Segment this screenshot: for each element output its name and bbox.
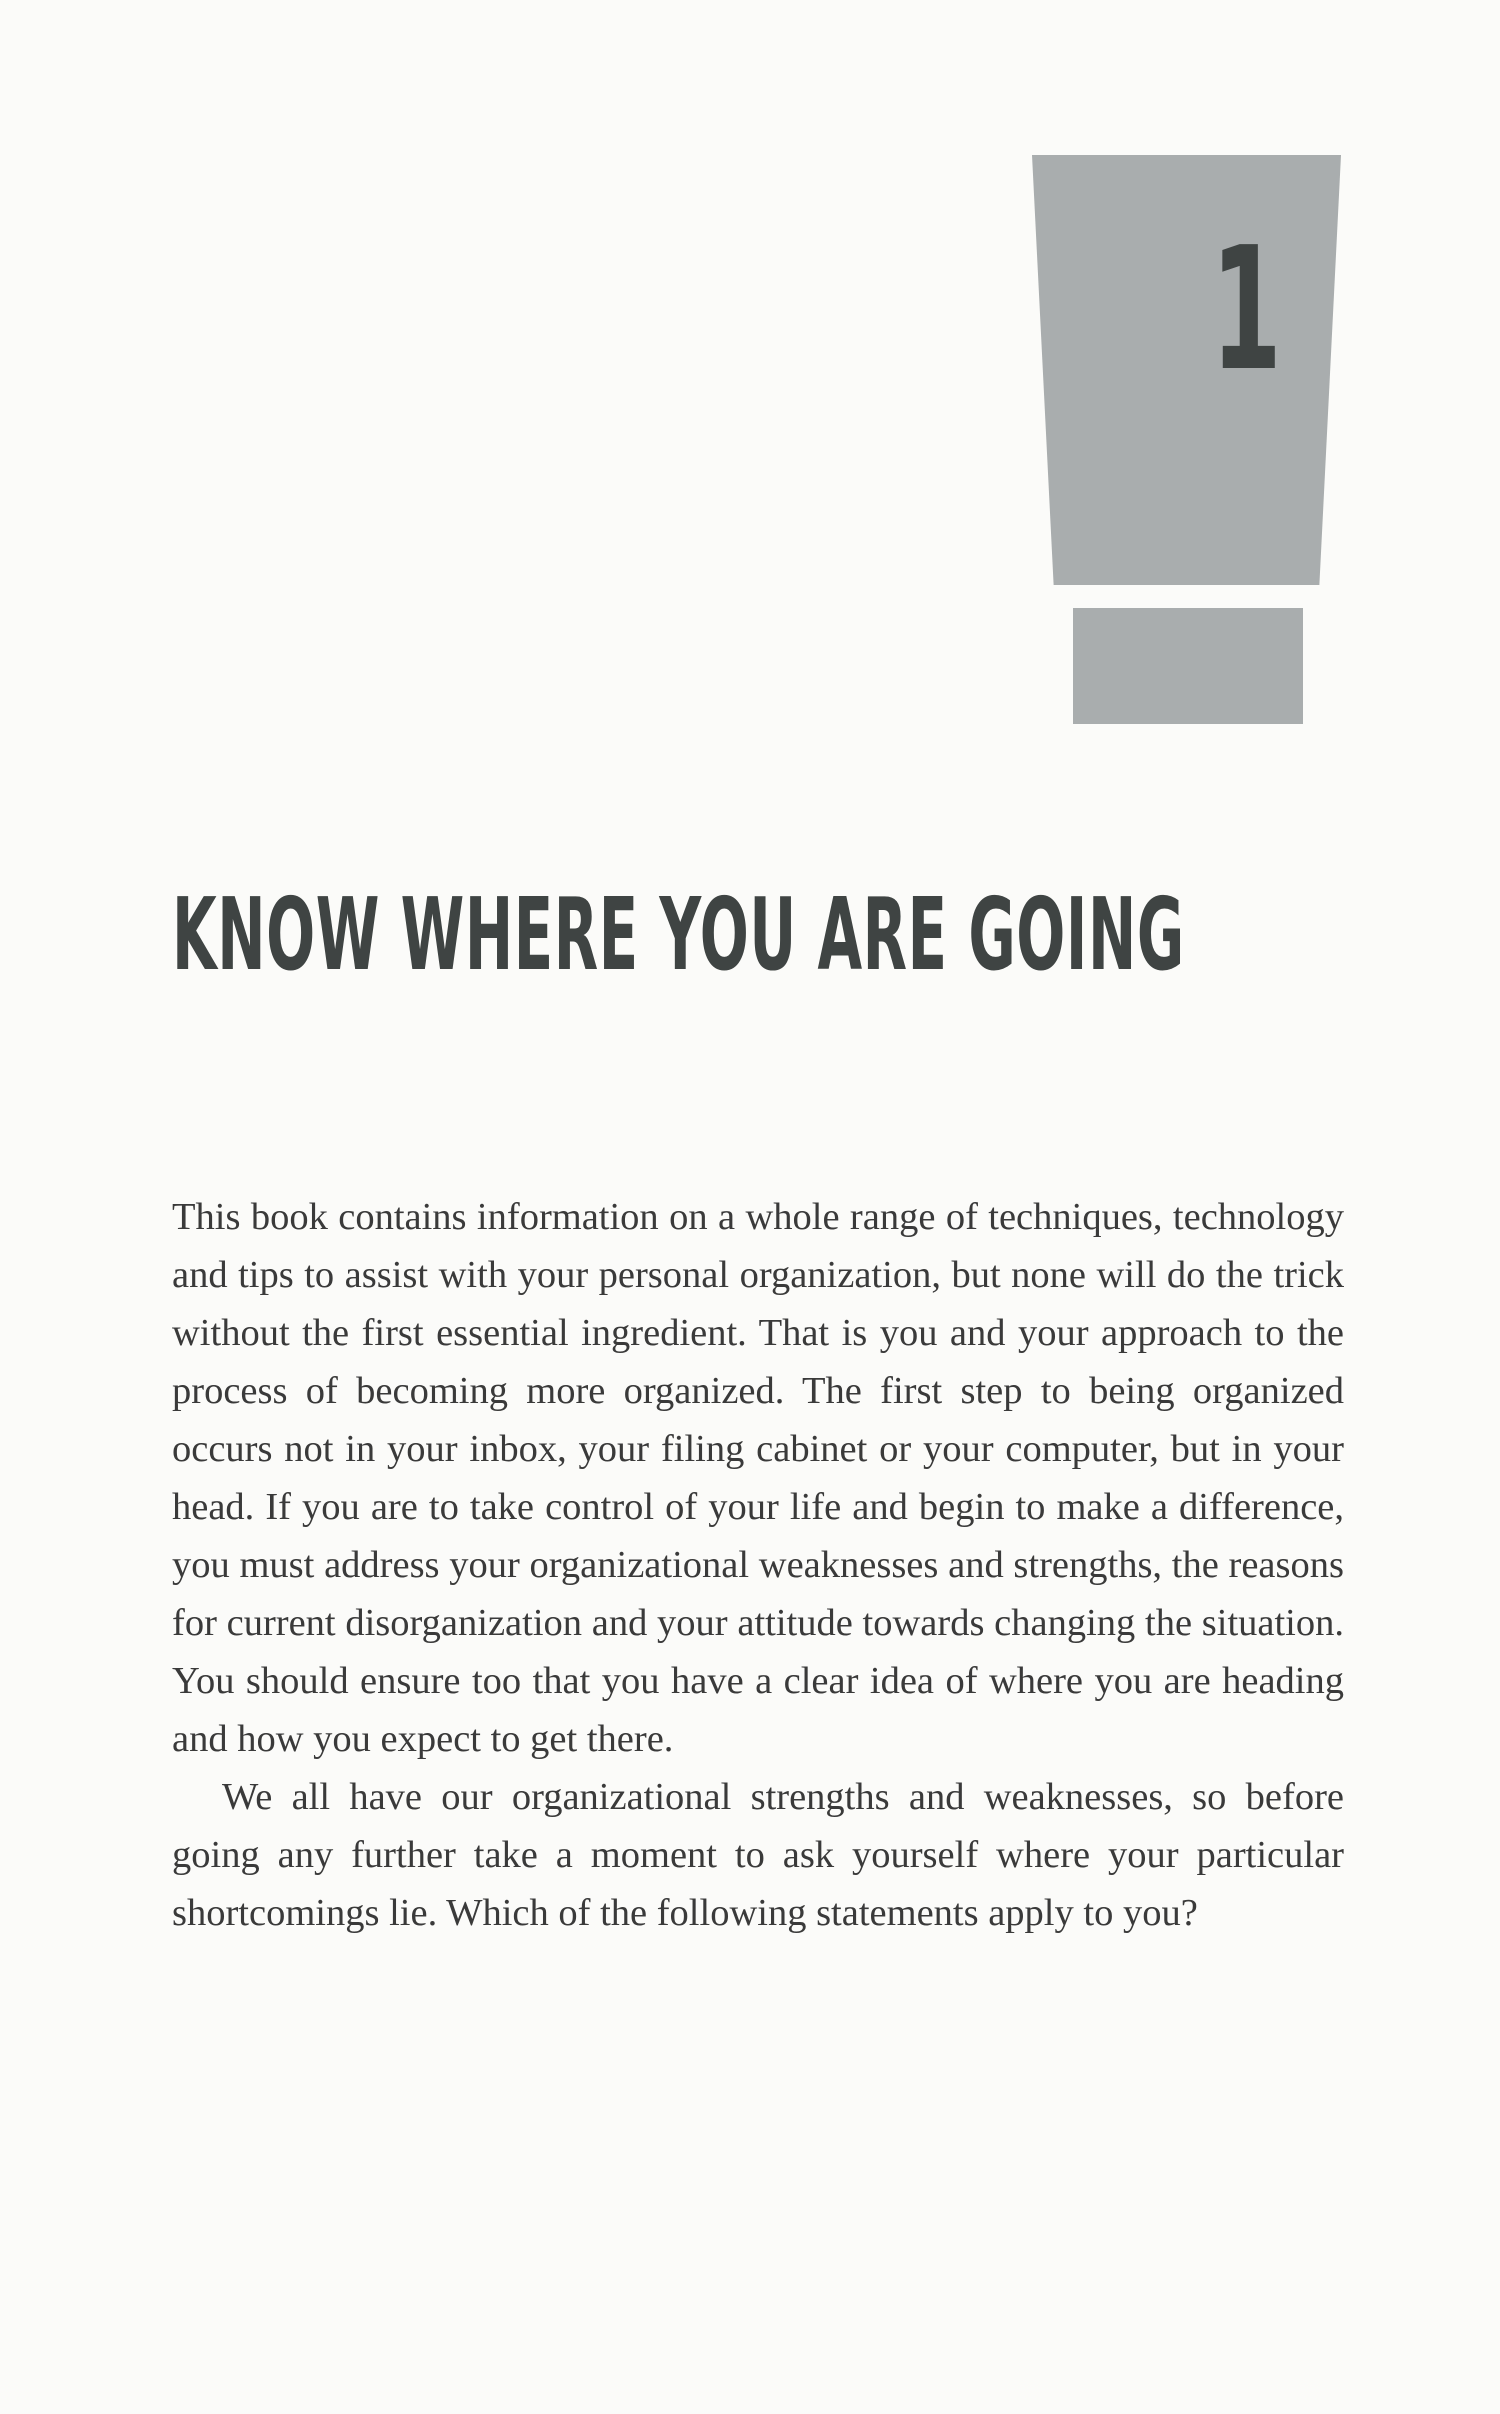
- paragraph-2: We all have our organizational strengths and weaknesses, so before going any further take a moment to ask yourself where your particular shortcomings lie. Which of the following statements apply to you?: [172, 1776, 1344, 1934]
- chapter-title: KNOW WHERE YOU ARE GOING: [172, 876, 1185, 993]
- exclamation-mark-dot: [1073, 608, 1303, 724]
- paragraph-1: This book contains information on a whole range of techniques, technology and tips to assist with your personal organization, but none will do the trick without the first essential ingredient. That is you and your approach to the process of becoming more organized. The first step to being organized occurs not in your inbox, your filing cabinet or your computer, but in your head. If you are to take control of your life and begin to make a difference, you must address your organizational weaknesses and strengths, the reasons for current disorganization and your attitude towards changing the situation. You should ensure too that you have a clear idea of where you are heading and how you expect to get there.: [172, 1196, 1344, 1760]
- body-text: [172, 1188, 1344, 1942]
- chapter-number: 1: [1210, 211, 1282, 409]
